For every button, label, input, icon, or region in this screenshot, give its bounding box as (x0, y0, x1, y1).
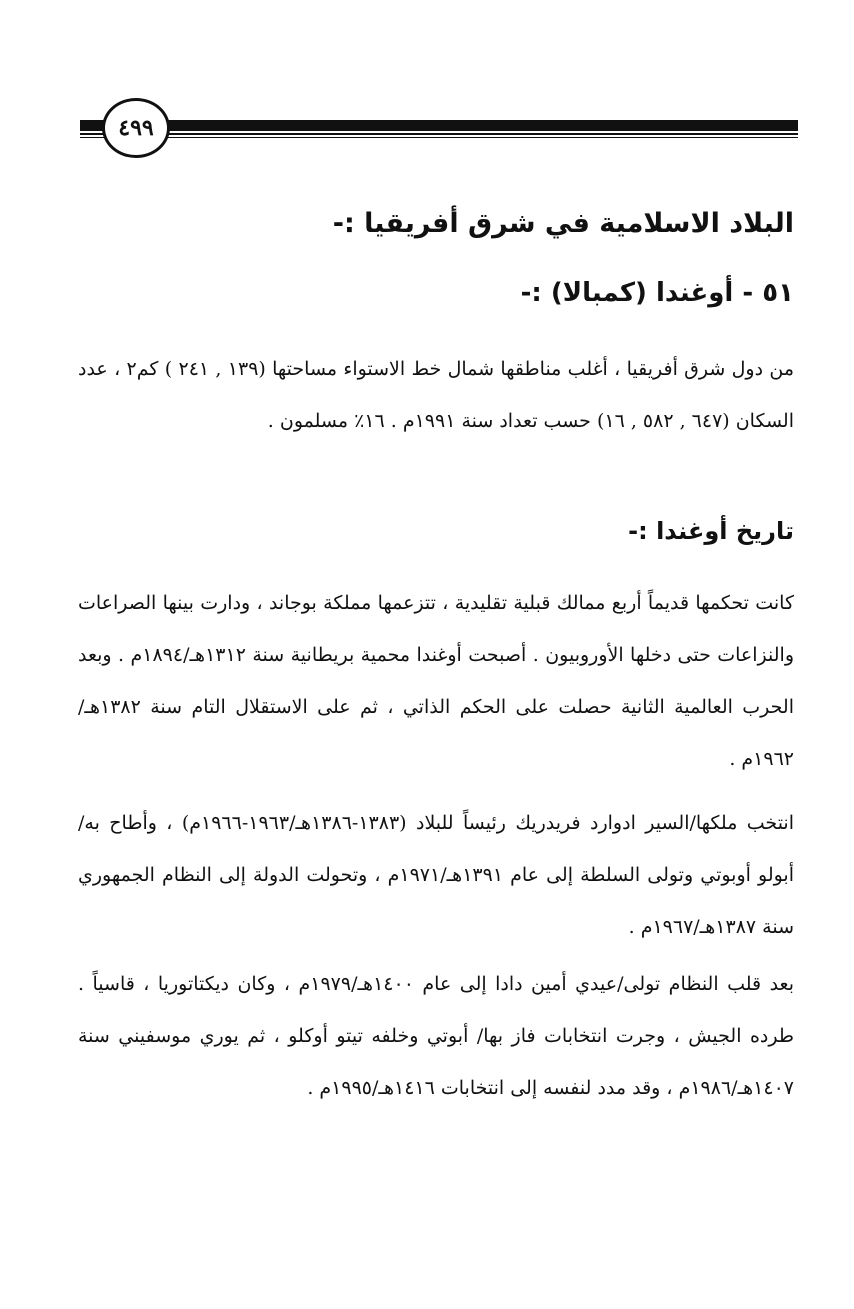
header-rule-hairline (80, 137, 798, 138)
paragraph-coup: بعد قلب النظام تولى/عيدي أمين دادا إلى عام ١٤٠٠هـ/١٩٧٩م ، وكان ديكتاتوريا ، قاسياً . طرده الجيش ، وجرت انتخابات فاز بها/ أبوتي وخلفه تيتو أوكلو ، ثم يوري موسفيني سنة ١٤٠٧هـ/١٩٨٦م ، وقد مدد لنفسه إلى انتخابات ١٤١٦هـ/١٩٩٥م . (78, 973, 795, 1099)
page-number: ٤٩٩ (102, 98, 170, 158)
paragraph-leadership: انتخب ملكها/السير ادوارد فريدريك رئيساً للبلاد (١٣٨٣-١٣٨٦هـ/١٩٦٣-١٩٦٦م) ، وأطاح به/أبولو أوبوتي وتولى السلطة إلى عام ١٣٩١هـ/١٩٧١م ، وتحولت الدولة إلى النظام الجمهوري سنة ١٣٨٧هـ/١٩٦٧م . (78, 812, 795, 938)
header-rule-thin (80, 133, 798, 135)
header-rule-thick (80, 120, 798, 131)
page-header (80, 100, 798, 160)
paragraph-history: كانت تحكمها قديماً أربع ممالك قبلية تقليدية ، تتزعمها مملكة بوجاند ، ودارت بينها الصراعات والنزاعات حتى دخلها الأوروبيون . أصبحت أوغندا محمية بريطانية سنة ١٣١٢هـ/١٨٩٤م . وبعد الحرب العالمية الثانية حصلت على الحكم الذاتي ، ثم على الاستقلال التام سنة ١٣٨٢هـ/١٩٦٢م . (78, 592, 794, 770)
paragraph-overview: من دول شرق أفريقيا ، أغلب مناطقها شمال خط الاستواء مساحتها (١٣٩ , ٢٤١ ) كم٢ ، عدد السكان (٦٤٧ , ٥٨٢ , ١٦) حسب تعداد سنة ١٩٩١م . ١٦٪ مسلمون . (78, 358, 795, 432)
history-heading: تاريخ أوغندا :- (628, 517, 794, 545)
country-heading: ٥١ - أوغندا (كمبالا) :- (520, 278, 794, 308)
section-title: البلاد الاسلامية في شرق أفريقيا :- (332, 208, 794, 239)
